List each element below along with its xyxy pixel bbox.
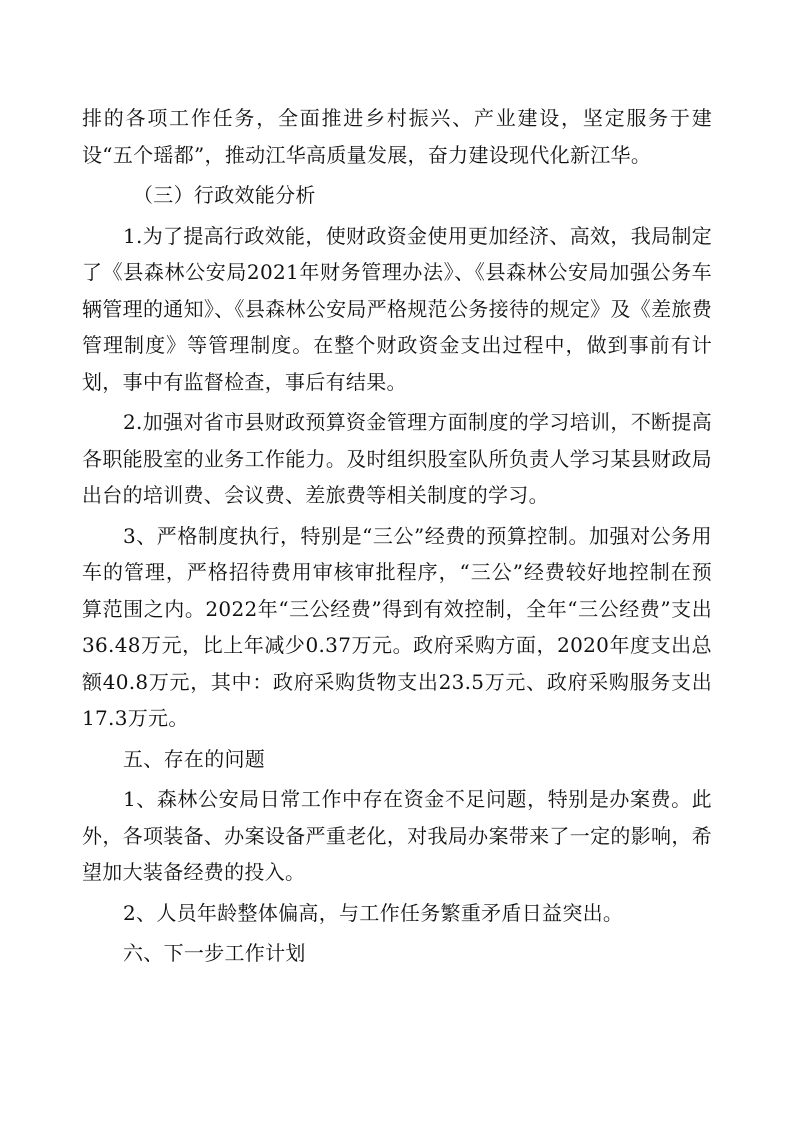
paragraph-item-2: 2.加强对省市县财政预算资金管理方面制度的学习培训，不断提高各职能股室的业务工作能力。及时组织股室队所负责人学习某县财政局出台的培训费、会议费、差旅费等相关制度的学习。 <box>82 410 712 507</box>
subheading-administrative-efficiency: （三）行政效能分析 <box>133 183 316 207</box>
paragraph-problem-1: 1、森林公安局日常工作中存在资金不足问题，特别是办案费。此外，各项装备、办案设备严重老化，对我局办案带来了一定的影响，希望加大装备经费的投入。 <box>82 787 712 884</box>
paragraph-item-1: 1.为了提高行政效能，使财政资金使用更加经济、高效，我局制定了《县森林公安局2021年财务管理办法》、《县森林公安局加强公务车辆管理的通知》、《县森林公安局严格规范公务接待的规定》及《差旅费管理制度》等管理制度。在整个财政资金支出过程中，做到事前有计划，事中有监督检查，事后有结果。 <box>82 223 712 394</box>
document-body <box>82 100 712 972</box>
paragraph-item-3: 3、严格制度执行，特别是“三公”经费的预算控制。加强对公务用车的管理，严格招待费用审核审批程序，“三公”经费较好地控制在预算范围之内。2022年“三公经费”得到有效控制，全年“三公经费”支出36.48万元，比上年减少0.37万元。政府采购方面，2020年度支出总额40.8万元，其中：政府采购货物支出23.5万元、政府采购服务支出17.3万元。 <box>82 523 712 730</box>
paragraph-problem-2: 2、人员年龄整体偏高，与工作任务繁重矛盾日益突出。 <box>123 900 624 925</box>
paragraph-continuation: 排的各项工作任务，全面推进乡村振兴、产业建设，坚定服务于建设“五个瑶都”，推动江华高质量发展，奋力建设现代化新江华。 <box>82 106 712 167</box>
heading-existing-problems: 五、存在的问题 <box>123 746 266 771</box>
heading-next-work-plan: 六、下一步工作计划 <box>123 941 306 965</box>
